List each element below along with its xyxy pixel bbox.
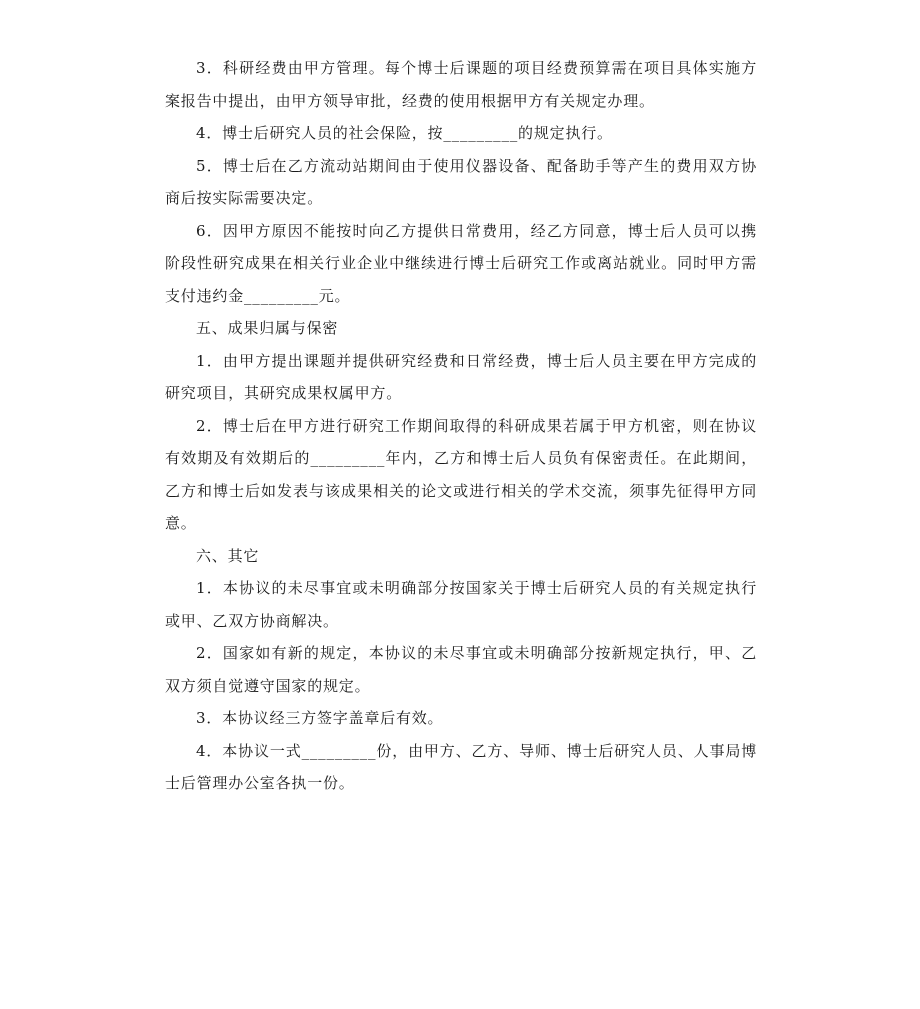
clause-social-insurance: 4．博士后研究人员的社会保险，按_________的规定执行。 xyxy=(196,124,613,142)
clause-ownership: 1．由甲方提出课题并提供研究经费和日常经费，博士后人员主要在甲方完成的研究项目，其研究成果权属甲方。 xyxy=(165,351,757,402)
clause-effective: 3．本协议经三方签字盖章后有效。 xyxy=(196,709,444,727)
section-heading-other: 六、其它 xyxy=(196,546,260,565)
section-heading-ownership: 五、成果归属与保密 xyxy=(196,319,339,337)
clause-confidentiality: 2．博士后在甲方进行研究工作期间取得的科研成果若属于甲方机密，则在协议有效期及有效期后的_________年内，乙方和博士后人员负有保密责任。在此期间，乙方和博士后如发表与该成果相关的论文或进行相关的学术交流，须事先征得甲方同意。 xyxy=(165,416,757,532)
clause-research-funding: 3．科研经费由甲方管理。每个博士后课题的项目经费预算需在项目具体实施方案报告中提出，由甲方领导审批，经费的使用根据甲方有关规定办理。 xyxy=(165,59,757,110)
clause-penalty: 6．因甲方原因不能按时向乙方提供日常费用，经乙方同意，博士后人员可以携阶段性研究成果在相关行业企业中继续进行博士后研究工作或离站就业。同时甲方需支付违约金_________元。 xyxy=(165,221,757,305)
clause-equipment-costs: 5．博士后在乙方流动站期间由于使用仪器设备、配备助手等产生的费用双方协商后按实际需要决定。 xyxy=(165,156,757,207)
clause-unresolved-matters: 1．本协议的未尽事宜或未明确部分按国家关于博士后研究人员的有关规定执行或甲、乙双方协商解决。 xyxy=(165,579,757,630)
clause-copies: 4．本协议一式_________份，由甲方、乙方、导师、博士后研究人员、人事局博士后管理办公室各执一份。 xyxy=(165,741,757,792)
document-page xyxy=(165,52,757,800)
clause-new-regulations: 2．国家如有新的规定，本协议的未尽事宜或未明确部分按新规定执行，甲、乙双方须自觉遵守国家的规定。 xyxy=(165,644,757,695)
